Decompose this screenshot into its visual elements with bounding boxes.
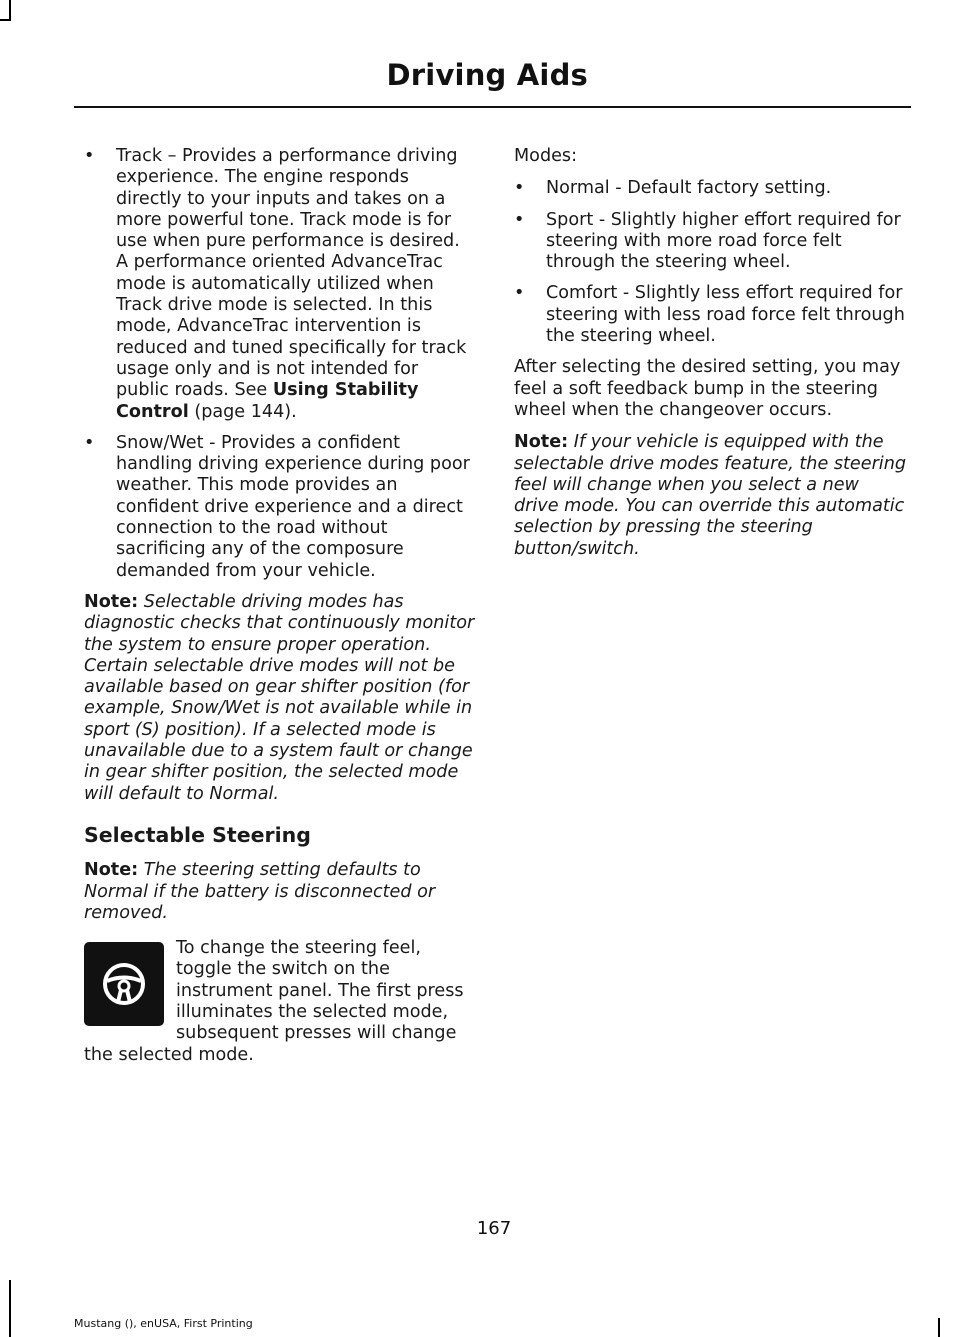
- section-heading: Selectable Steering: [84, 822, 311, 847]
- bullet-marker: •: [514, 283, 525, 304]
- crop-mark: [938, 1318, 940, 1337]
- crop-mark: [0, 19, 11, 21]
- bullet-text: Comfort - Slightly less effort required for steering with less road force felt through the steering wheel.: [546, 283, 905, 347]
- list-item: [84, 433, 476, 582]
- bullet-text: Snow/Wet - Provides a confident handling driving experience during poor weather. This mode provides an confident drive experience and a direct connection to the road without sacrificing any of the composure demanded from your vehicle.: [116, 432, 470, 581]
- note-label: Note:: [84, 860, 139, 881]
- note-text: If your vehicle is equipped with the selectable drive modes feature, the steering feel will change when you select a new drive mode. You can override this automatic selection by pressing the steering button/switch.: [514, 432, 907, 559]
- list-item: [514, 178, 908, 199]
- left-column: [84, 146, 476, 1066]
- note-label: Note:: [514, 432, 569, 453]
- note-text: The steering setting defaults to Normal if the battery is disconnected or removed.: [84, 860, 436, 923]
- page-number: 167: [476, 1218, 512, 1239]
- bullet-marker: •: [84, 146, 95, 166]
- page-reference: (page 144).: [188, 401, 297, 422]
- steering-wheel-icon: [84, 942, 164, 1026]
- bullet-marker: •: [514, 178, 525, 199]
- body-paragraph: After selecting the desired setting, you may feel a soft feedback bump in the steering wheel when the changeover occurs.: [514, 357, 901, 420]
- footer-text: Mustang (), enUSA, First Printing: [74, 1317, 253, 1330]
- note-paragraph: [84, 860, 476, 924]
- right-column: [514, 146, 908, 571]
- note-label: Note:: [84, 591, 139, 612]
- bullet-text: Track – Provides a performance driving experience. The engine responds directly to your inputs and takes on a more powerful tone. Track mode is for use when pure performance is desired. A performance oriented AdvanceTrac mode is automatically utilized when Track drive mode is selected. In this mode, AdvanceTrac intervention is reduced and tuned specifically for track usage only and is not intended for public roads. See: [116, 146, 467, 401]
- bullet-text: Sport - Slightly higher effort required for steering with more road force felt through the steering wheel.: [546, 209, 901, 273]
- cross-reference-link[interactable]: Using Stability Control: [116, 380, 419, 422]
- list-item: [514, 283, 908, 347]
- page-title: Driving Aids: [386, 58, 588, 92]
- bullet-text: Normal - Default factory setting.: [546, 178, 832, 199]
- list-item: [514, 210, 908, 274]
- list-item: [84, 146, 476, 423]
- crop-mark: [9, 1280, 11, 1337]
- crop-mark: [9, 0, 11, 20]
- bullet-marker: •: [84, 432, 95, 453]
- note-text: Selectable driving modes has diagnostic checks that continuously monitor the system to ensure proper operation. Certain selectable drive modes will not be available based on gear shifter position (for example, Snow/Wet is not available while in sport (S) position). If a selected mode is unavailable due to a system fault or change in gear shifter position, the selected mode will default to Normal.: [84, 591, 475, 804]
- toggle-text: To change the steering feel, toggle the switch on the instrument panel. The first press illuminates the selected mode, subsequent presses will change the selected mode.: [84, 938, 464, 1065]
- note-paragraph: [84, 592, 476, 805]
- header-divider: [74, 106, 911, 108]
- bullet-marker: •: [514, 209, 525, 230]
- modes-label: Modes:: [514, 146, 578, 166]
- toggle-instructions: [84, 938, 476, 1066]
- note-paragraph: [514, 432, 908, 560]
